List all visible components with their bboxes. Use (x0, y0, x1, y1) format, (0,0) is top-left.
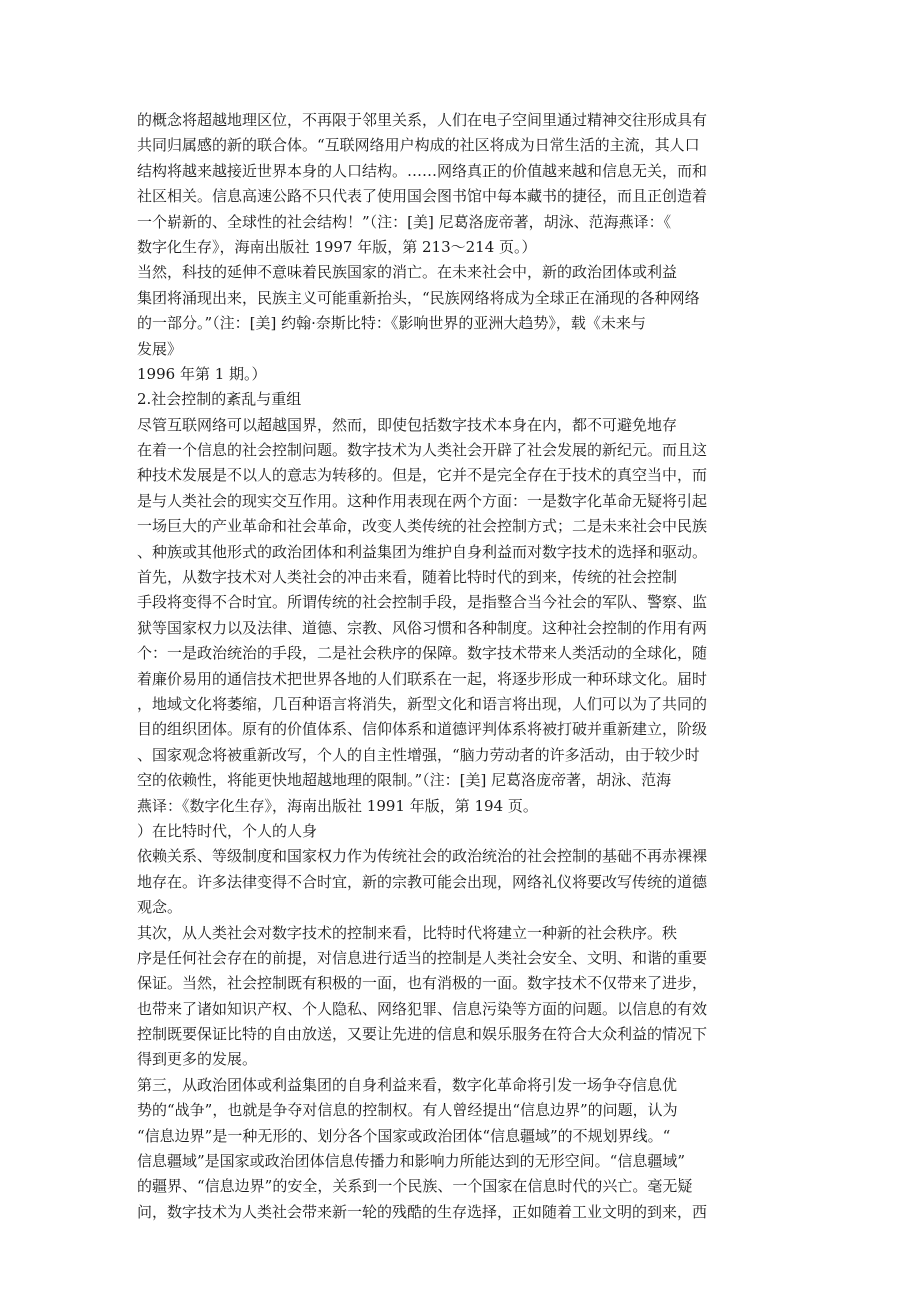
text-line: ）在比特时代，个人的人身 (137, 821, 318, 840)
text-line: 手段将变得不合时宜。所谓传统的社会控制手段，是指整合当今社会的军队、警察、监 (137, 593, 708, 612)
text-line: 在着一个信息的社会控制问题。数字技术为人类社会开辟了社会发展的新纪元。而且这 (137, 441, 708, 460)
text-line: 目的组织团体。原有的价值体系、信仰体系和道德评判体系将被打破并重新建立，阶级 (137, 720, 708, 739)
text-line: 控制既要保证比特的自由放送，又要让先进的信息和娱乐服务在符合大众利益的情况下 (137, 1025, 708, 1044)
text-line: 、种族或其他形式的政治团体和利益集团为维护自身利益而对数字技术的选择和驱动。 (137, 542, 708, 561)
text-line: 也带来了诸如知识产权、个人隐私、网络犯罪、信息污染等方面的问题。以信息的有效 (137, 999, 708, 1018)
text-line: 地存在。许多法律变得不合时宜，新的宗教可能会出现，网络礼仪将要改写传统的道德 (137, 872, 708, 891)
text-line: 共同归属感的新的联合体。“互联网络用户构成的社区将成为日常生活的主流，其人口 (137, 136, 700, 155)
text-line: 着廉价易用的通信技术把世界各地的人们联系在一起，将逐步形成一种环球文化。届时 (137, 669, 708, 688)
text-line: 尽管互联网络可以超越国界，然而，即使包括数字技术本身在内，都不可避免地存 (137, 415, 678, 434)
text-line: 得到更多的发展。 (137, 1050, 258, 1069)
text-line: 一个崭新的、全球性的社会结构！”（注：[美] 尼葛洛庞帝著，胡泳、范海燕译：《 (137, 212, 672, 231)
text-line: 势的“战争”，也就是争夺对信息的控制权。有人曾经提出“信息边界”的问题，认为 (137, 1101, 678, 1120)
text-line: 当然，科技的延伸不意味着民族国家的消亡。在未来社会中，新的政治团体或利益 (137, 263, 678, 282)
text-line: ，地域文化将萎缩，几百种语言将消失，新型文化和语言将出现，人们可以为了共同的 (137, 694, 708, 713)
text-line: 其次，从人类社会对数字技术的控制来看，比特时代将建立一种新的社会秩序。秩 (137, 923, 678, 942)
text-line: 是与人类社会的现实交互作用。这种作用表现在两个方面：一是数字化革命无疑将引起 (137, 491, 708, 510)
text-line: “信息边界”是一种无形的、划分各个国家或政治团体“信息疆域”的不规划界线。“ (137, 1126, 671, 1145)
text-line: 种技术发展是不以人的意志为转移的。但是，它并不是完全存在于技术的真空当中，而 (137, 466, 708, 485)
text-line: 集团将涌现出来，民族主义可能重新抬头，“民族网络将成为全球正在涌现的各种网络 (137, 288, 700, 307)
text-line: 2.社会控制的紊乱与重组 (137, 390, 302, 409)
text-line: 第三，从政治团体或利益集团的自身利益来看，数字化革命将引发一场争夺信息优 (137, 1075, 678, 1094)
text-line: 的概念将超越地理区位，不再限于邻里关系，人们在电子空间里通过精神交往形成具有 (137, 111, 708, 129)
text-line: 1996 年第 1 期。） (137, 364, 267, 383)
text-line: 观念。 (137, 898, 183, 917)
text-line: 结构将越来越接近世界本身的人口结构。……网络真正的价值越来越和信息无关，而和 (137, 161, 708, 180)
text-line: 的疆界、“信息边界”的安全，关系到一个民族、一个国家在信息时代的兴亡。毫无疑 (137, 1177, 693, 1196)
text-line: 个：一是政治统治的手段，二是社会秩序的保障。数字技术带来人类活动的全球化，随 (137, 644, 708, 663)
text-line: 发展》 (137, 339, 183, 358)
text-line: 空的依赖性，将能更快地超越地理的限制。”（注：[美] 尼葛洛庞帝著，胡泳、范海 (137, 771, 672, 790)
text-line: 狱等国家权力以及法律、道德、宗教、风俗习惯和各种制度。这种社会控制的作用有两 (137, 618, 708, 637)
text-line: 序是任何社会存在的前提，对信息进行适当的控制是人类社会安全、文明、和谐的重要 (137, 948, 708, 967)
text-line: 一场巨大的产业革命和社会革命，改变人类传统的社会控制方式；二是未来社会中民族 (137, 517, 708, 536)
text-line: 问，数字技术为人类社会带来新一轮的残酷的生存选择，正如随着工业文明的到来，西 (137, 1202, 708, 1221)
text-line: 、国家观念将被重新改写，个人的自主性增强，“脑力劳动者的许多活动，由于较少时 (137, 745, 700, 764)
text-line: 燕译：《数字化生存》，海南出版社 1991 年版，第 194 页。 (137, 796, 538, 815)
text-line: 首先，从数字技术对人类社会的冲击来看，随着比特时代的到来，传统的社会控制 (137, 568, 678, 587)
text-line: 的一部分。”（注：[美] 约翰·奈斯比特：《影响世界的亚洲大趋势》，载《未来与 (137, 314, 646, 333)
text-line: 社区相关。信息高速公路不只代表了使用国会图书馆中每本藏书的捷径，而且正创造着 (137, 187, 708, 206)
document-body (137, 108, 787, 1225)
text-line: 数字化生存》，海南出版社 1997 年版，第 213～214 页。） (137, 237, 537, 256)
text-line: 保证。当然，社会控制既有积极的一面，也有消极的一面。数字技术不仅带来了进步， (137, 974, 708, 993)
text-line: 信息疆域”是国家或政治团体信息传播力和影响力所能达到的无形空间。“信息疆域” (137, 1152, 686, 1171)
text-line: 依赖关系、等级制度和国家权力作为传统社会的政治统治的社会控制的基础不再赤裸裸 (137, 847, 708, 866)
